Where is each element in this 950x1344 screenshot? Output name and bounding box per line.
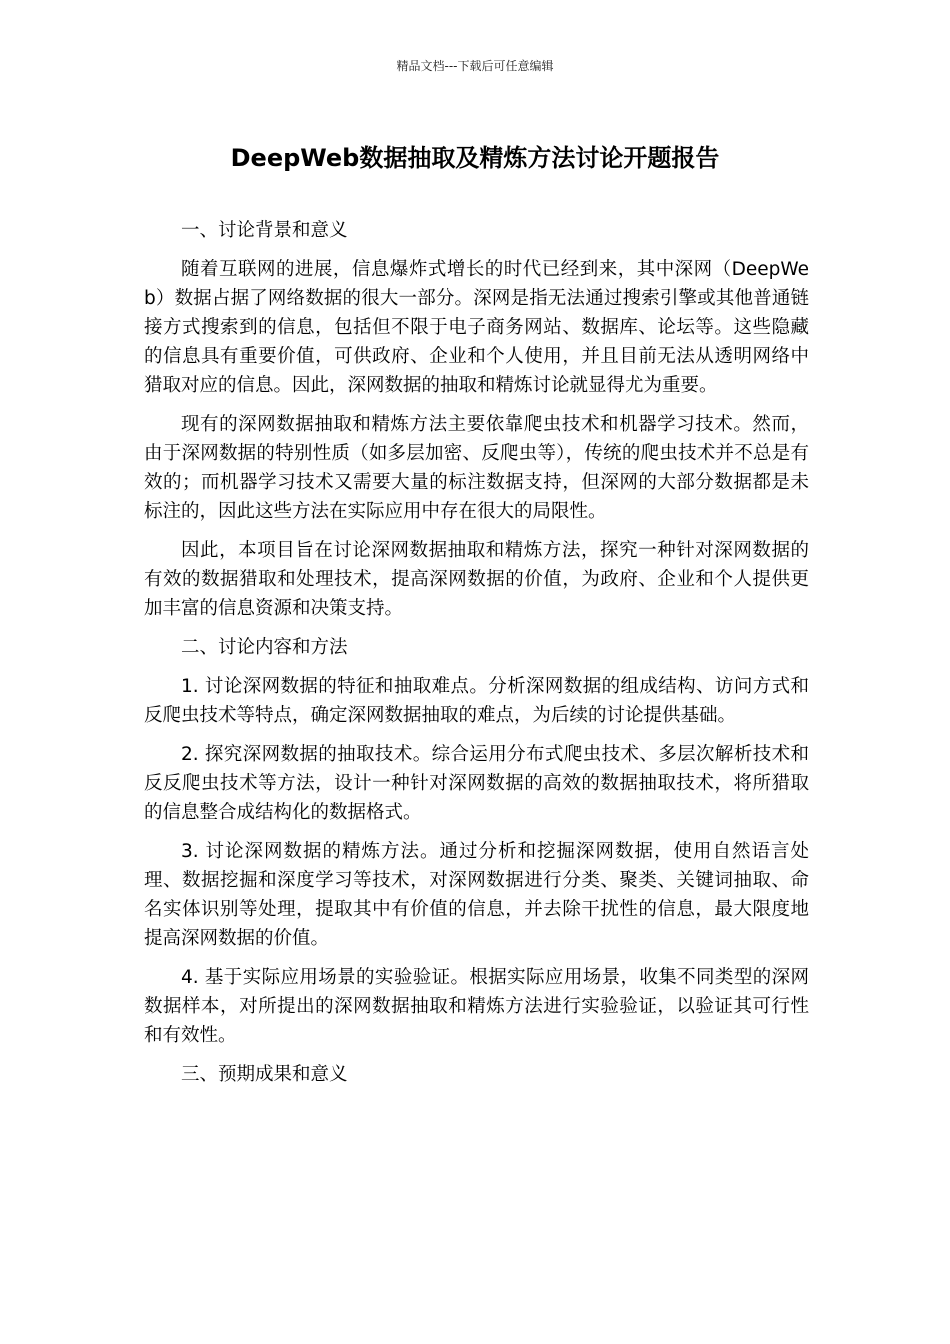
list-item-content-3: 3. 讨论深网数据的精炼方法。通过分析和挖掘深网数据，使用自然语言处理、数据挖掘和深度学习等技术，对深网数据进行分类、聚类、关键词抽取、命名实体识别等处理，提取其中有价值的信息，并去除干扰性的信息，最大限度地提高深网数据的价值。 [144,841,809,949]
header-note: 精品文档---下载后可任意编辑 [396,59,554,73]
list-item-content-4: 4. 基于实际应用场景的实验验证。根据实际应用场景，收集不同类型的深网数据样本，对所提出的深网数据抽取和精炼方法进行实验验证，以验证其可行性和有效性。 [144,967,809,1046]
paragraph-background-2: 现有的深网数据抽取和精炼方法主要依靠爬虫技术和机器学习技术。然而，由于深网数据的特别性质（如多层加密、反爬虫等），传统的爬虫技术并不总是有效的；而机器学习技术又需要大量的标注数据支持，但深网的大部分数据都是未标注的，因此这些方法在实际应用中存在很大的局限性。 [144,414,809,522]
document-body [144,216,809,1099]
list-item-content-2: 2. 探究深网数据的抽取技术。综合运用分布式爬虫技术、多层次解析技术和反反爬虫技术等方法，设计一种针对深网数据的高效的数据抽取技术，将所猎取的信息整合成结构化的数据格式。 [144,744,809,823]
section-heading-background: 一、讨论背景和意义 [181,220,348,241]
paragraph-background-3: 因此，本项目旨在讨论深网数据抽取和精炼方法，探究一种针对深网数据的有效的数据猎取和处理技术，提高深网数据的价值，为政府、企业和个人提供更加丰富的信息资源和决策支持。 [144,540,809,619]
list-item-content-1: 1. 讨论深网数据的特征和抽取难点。分析深网数据的组成结构、访问方式和反爬虫技术等特点，确定深网数据抽取的难点，为后续的讨论提供基础。 [144,676,809,726]
section-heading-content-methods: 二、讨论内容和方法 [181,637,348,658]
document-title: DeepWeb数据抽取及精炼方法讨论开题报告 [230,144,720,172]
paragraph-background-1: 随着互联网的进展，信息爆炸式增长的时代已经到来，其中深网（DeepWeb）数据占据了网络数据的很大一部分。深网是指无法通过搜索引擎或其他普通链接方式搜索到的信息，包括但不限于电子商务网站、数据库、论坛等。这些隐藏的信息具有重要价值，可供政府、企业和个人使用，并且目前无法从透明网络中猎取对应的信息。因此，深网数据的抽取和精炼讨论就显得尤为重要。 [144,259,809,396]
section-heading-expected-results: 三、预期成果和意义 [181,1064,348,1085]
